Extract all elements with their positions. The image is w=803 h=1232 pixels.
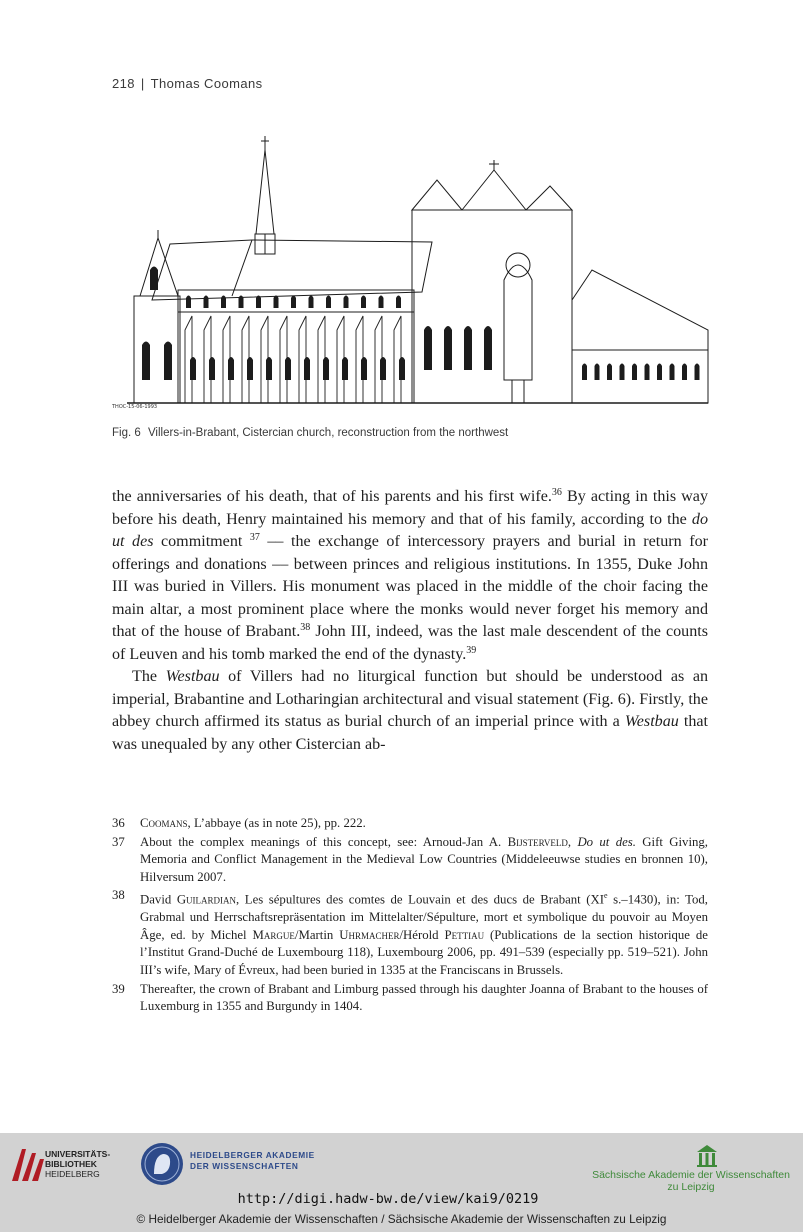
clerestory-window xyxy=(204,296,209,309)
footnote-39 xyxy=(112,981,708,1016)
ub-line: HEIDELBERG xyxy=(45,1169,100,1179)
caption-text: Villers-in-Brabant, Cistercian church, reconstruction from the northwest xyxy=(147,427,509,439)
ub-heidelberg-wordmark[interactable] xyxy=(45,1149,110,1179)
drawing-signature: THOC-15-06-1993 xyxy=(112,404,158,410)
footnote-number: 39 xyxy=(112,981,125,996)
figure-caption xyxy=(112,427,712,439)
ub-heidelberg-logo-icon[interactable] xyxy=(10,1145,46,1185)
italic-term: do ut des xyxy=(112,510,708,550)
text-run: s.–1430), in: Tod, Grabmal und Herrschaftsrepräsentation im Mittelalter/Sépulture, mort et symbolique du pouvoir au Moyen Âge, ed. by Michel xyxy=(140,892,708,942)
text-run: /Hérold xyxy=(399,927,445,942)
hadw-line: DER WISSENSCHAFTEN xyxy=(190,1161,299,1171)
italic-title: Do ut des. xyxy=(577,834,636,849)
figure-church-drawing xyxy=(112,130,710,415)
clerestory-window xyxy=(256,296,261,309)
aisle-window xyxy=(342,357,348,380)
cloister-window xyxy=(632,364,637,381)
saxon-academy-wordmark[interactable] xyxy=(591,1169,791,1193)
text-run: About the complex meanings of this concept, see: Arnoud-Jan A. xyxy=(140,834,508,849)
clerestory-window xyxy=(309,296,314,309)
clerestory-window xyxy=(326,296,331,309)
cloister-window xyxy=(670,364,675,381)
footnote-text xyxy=(140,834,708,887)
page-number: 218 xyxy=(112,76,135,91)
footnote-ref-38[interactable]: 38 xyxy=(300,622,311,633)
saxon-line: Sächsische Akademie der Wissenschaften xyxy=(592,1169,790,1181)
cloister-window xyxy=(695,364,700,381)
clerestory-window xyxy=(291,296,296,309)
aisle-window xyxy=(209,357,215,380)
aisle-window xyxy=(380,357,386,380)
small-caps-name: Margue xyxy=(252,927,295,942)
text-run: /Martin xyxy=(294,927,340,942)
permalink-url[interactable]: http://digi.hadw-bw.de/view/kai9/0219 xyxy=(237,1191,539,1207)
body-text xyxy=(112,486,708,756)
footnote-ref-36[interactable]: 36 xyxy=(551,487,562,498)
west-window xyxy=(150,267,158,291)
footnote-number: 38 xyxy=(112,888,125,903)
text-run: John III, indeed, was the last male descendent of the counts of Leuven and his tomb marked the end of the dynasty. xyxy=(112,623,708,663)
text-run: By acting in this way before his death, Henry maintained his memory and that of his family, according to the xyxy=(112,488,708,528)
aisle-window xyxy=(323,357,329,380)
footnote-37 xyxy=(112,834,708,887)
ub-line: BIBLIOTHEK xyxy=(45,1159,97,1169)
clerestory-window xyxy=(361,296,366,309)
footnote-text: Thereafter, the crown of Brabant and Limburg passed through his daughter Joanna of Brabant to the houses of Luxemburg in 1355 and Burgundy in 1404. xyxy=(140,981,708,1014)
paragraph-2 xyxy=(112,666,708,756)
saxon-academy-building-icon[interactable] xyxy=(696,1145,718,1167)
superscript: e xyxy=(604,891,608,901)
hadw-seal-icon[interactable] xyxy=(140,1142,184,1186)
west-portal-window xyxy=(142,342,150,381)
cloister-window xyxy=(645,364,650,381)
text-run: –– the exchange of intercessory prayers and burial in return for offerings and donations –– between princes and religious institutions. In 1355, Duke John III was buried in Villers. His monument was placed in the middle of the choir facing the main altar, a most prominent place where the monks would never forget his memory and that of the house of Brabant. xyxy=(112,533,708,640)
cloister-window xyxy=(595,364,600,381)
transept-window xyxy=(444,326,452,370)
text-run: , Les sépultures des comtes de Louvain et des ducs de Brabant (XI xyxy=(236,892,605,907)
footnote-text xyxy=(140,887,708,979)
footnote-number: 37 xyxy=(112,834,125,849)
aisle-window xyxy=(399,357,405,380)
running-head xyxy=(112,76,262,91)
clerestory-window xyxy=(274,296,279,309)
small-caps-name: Pettiau xyxy=(444,927,485,942)
running-head-separator: | xyxy=(140,76,145,91)
text-run: Gift Giving, Memoria and Conflict Management in the Medieval Low Countries (Middeleeuwse studies en bronnen 10), Hilversum 2007. xyxy=(140,834,709,884)
footnote-number: 36 xyxy=(112,816,125,830)
transept-window xyxy=(484,326,492,370)
west-portal-window xyxy=(164,342,172,381)
text-run: the anniversaries of his death, that of his parents and his first wife. xyxy=(112,488,552,505)
text-run: of Villers had no liturgical function but should be understood as an imperial, Brabantine and Lotharingian architectural and visual statement (Fig. 6). Firstly, the abbey church affirmed its status as burial church of an imperial prince with a xyxy=(112,668,709,730)
clerestory-window xyxy=(239,296,244,309)
text-run: The xyxy=(132,668,166,685)
small-caps-name: Bijsterveld xyxy=(507,834,568,849)
aisle-window xyxy=(228,357,234,380)
ub-line: UNIVERSITÄTS- xyxy=(45,1149,111,1159)
footnote-text xyxy=(140,815,708,833)
footnote-38 xyxy=(112,887,708,979)
text-run: , xyxy=(567,834,578,849)
small-caps-name: Guilardian xyxy=(176,892,237,907)
clerestory-window xyxy=(186,296,191,309)
transept-window xyxy=(424,326,432,370)
footnote-ref-39[interactable]: 39 xyxy=(466,644,477,656)
aisle-window xyxy=(304,357,310,380)
footnote-ref-37[interactable]: 37 xyxy=(249,532,260,543)
hadw-wordmark[interactable] xyxy=(190,1150,315,1172)
footnote-36 xyxy=(112,815,708,833)
text-run: that was unequaled by any other Cistercian ab- xyxy=(112,713,708,753)
small-caps-name: Coomans xyxy=(140,816,188,830)
cloister-window xyxy=(607,364,612,381)
clerestory-window xyxy=(344,296,349,309)
cloister-window xyxy=(582,364,587,381)
aisle-window xyxy=(247,357,253,380)
saxon-line: zu Leipzig xyxy=(667,1181,715,1193)
copyright-notice: © Heidelberger Akademie der Wissenschaften / Sächsische Akademie der Wissenschaften zu Leipzig xyxy=(136,1212,667,1226)
caption-label: Fig. 6 xyxy=(112,427,141,439)
text-run: , L’abbaye (as in note 25), pp. 222. xyxy=(187,816,366,830)
italic-term: Westbau xyxy=(624,713,679,730)
footnotes xyxy=(112,815,708,1017)
running-head-author: Thomas Coomans xyxy=(150,76,263,91)
clerestory-window xyxy=(221,296,226,309)
aisle-window xyxy=(285,357,291,380)
aisle-window xyxy=(190,357,196,380)
clerestory-window xyxy=(396,296,401,309)
transept-window xyxy=(464,326,472,370)
church-illustration xyxy=(112,130,710,415)
hadw-line: HEIDELBERGER AKADEMIE xyxy=(190,1150,315,1160)
cloister-window xyxy=(657,364,662,381)
small-caps-name: Uhrmacher xyxy=(339,927,400,942)
text-run: David xyxy=(140,892,177,907)
text-run: commitment xyxy=(153,533,250,550)
cloister-window xyxy=(620,364,625,381)
paragraph-1 xyxy=(112,486,708,666)
cloister-window xyxy=(682,364,687,381)
clerestory-window xyxy=(379,296,384,309)
aisle-window xyxy=(361,357,367,380)
aisle-window xyxy=(266,357,272,380)
italic-term: Westbau xyxy=(165,668,220,685)
text-run: (Publications de la section historique de l’Institut Grand-Duché de Luxembourg 118), Luxembourg 2006, pp. 491–539 (especially pp. 519–521). John III’s wife, Mary of Évreux, had been buried in 1335 at the Franciscans in Brussels. xyxy=(140,927,708,978)
